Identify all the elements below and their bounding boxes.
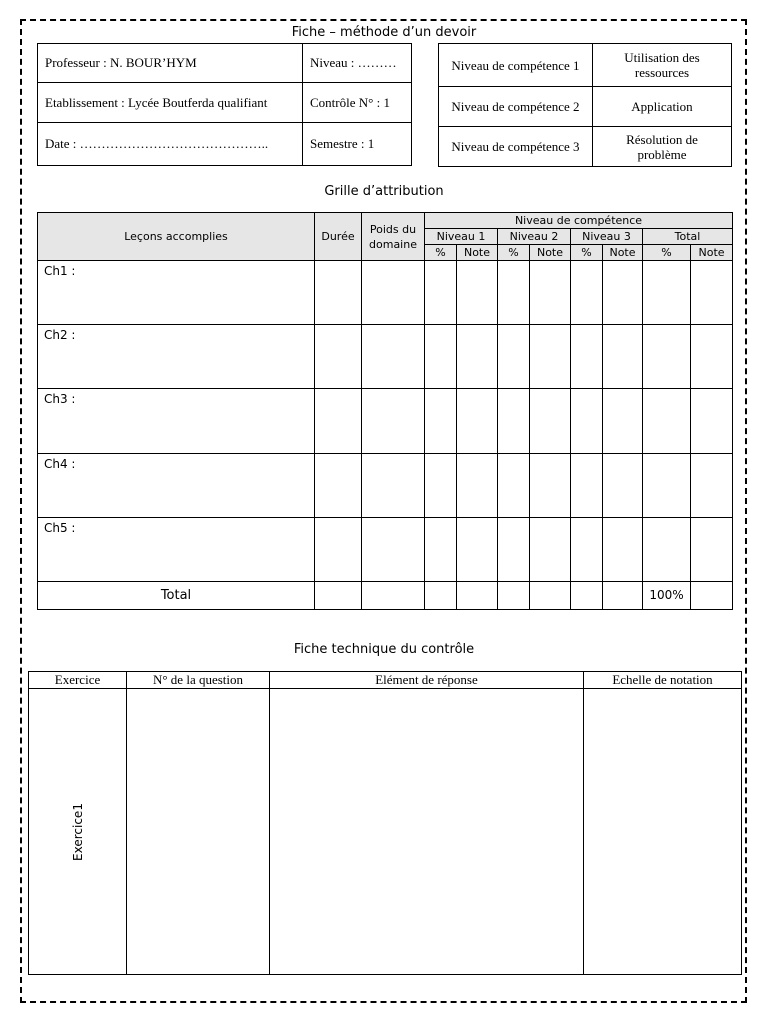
competence-2-label: Niveau de compétence 2 <box>439 87 593 127</box>
element-cell <box>270 689 584 975</box>
total-pct: 100% <box>643 581 691 609</box>
total-row <box>38 581 733 609</box>
row-label: Ch5 : <box>38 517 315 581</box>
grille-table <box>37 212 733 610</box>
echelle-cell <box>584 689 742 975</box>
date-cell: Date : …………………………………….. <box>38 123 303 166</box>
info-table <box>37 43 412 166</box>
exercice-cell <box>29 689 127 975</box>
technique-table <box>28 671 742 975</box>
sub-niveau-2: Niveau 2 <box>498 229 571 245</box>
professeur-cell: Professeur : N. BOUR’HYM <box>38 44 303 83</box>
note-header: Note <box>603 245 643 261</box>
technique-title: Fiche technique du contrôle <box>293 642 475 657</box>
total-label: Total <box>38 581 315 609</box>
semestre-cell: Semestre : 1 <box>303 123 412 166</box>
table-row <box>38 261 733 325</box>
sub-total: Total <box>643 229 733 245</box>
competence-1-label: Niveau de compétence 1 <box>439 44 593 87</box>
note-header: Note <box>457 245 498 261</box>
exercice-label: Exercice1 <box>70 802 85 861</box>
competence-1-desc: Utilisation des ressources <box>593 44 732 87</box>
competence-3-label: Niveau de compétence 3 <box>439 127 593 167</box>
col-duree: Durée <box>315 213 362 261</box>
row-label: Ch3 : <box>38 389 315 453</box>
table-row <box>38 325 733 389</box>
header-exercice: Exercice <box>29 672 127 689</box>
note-header: Note <box>691 245 733 261</box>
header-question: N° de la question <box>127 672 270 689</box>
note-header: Note <box>530 245 571 261</box>
header-element: Elément de réponse <box>270 672 584 689</box>
niveau-cell: Niveau : ……… <box>303 44 412 83</box>
row-label: Ch2 : <box>38 325 315 389</box>
table-row <box>38 517 733 581</box>
header-echelle: Echelle de notation <box>584 672 742 689</box>
controle-cell: Contrôle N° : 1 <box>303 83 412 123</box>
pct-header: % <box>425 245 457 261</box>
col-niveau-competence: Niveau de compétence <box>425 213 733 229</box>
question-cell <box>127 689 270 975</box>
col-lecons: Leçons accomplies <box>38 213 315 261</box>
col-poids: Poids du domaine <box>362 213 425 261</box>
grille-title: Grille d’attribution <box>324 184 444 199</box>
competence-2-desc: Application <box>593 87 732 127</box>
pct-header: % <box>643 245 691 261</box>
page-title: Fiche – méthode d’un devoir <box>291 25 477 40</box>
row-label: Ch1 : <box>38 261 315 325</box>
pct-header: % <box>498 245 530 261</box>
pct-header: % <box>571 245 603 261</box>
table-row <box>38 389 733 453</box>
competence-table <box>438 43 732 167</box>
row-label: Ch4 : <box>38 453 315 517</box>
table-row <box>38 453 733 517</box>
competence-3-desc: Résolution de problème <box>593 127 732 167</box>
sub-niveau-3: Niveau 3 <box>571 229 643 245</box>
sub-niveau-1: Niveau 1 <box>425 229 498 245</box>
etablissement-cell: Etablissement : Lycée Boutferda qualifiant <box>38 83 303 123</box>
